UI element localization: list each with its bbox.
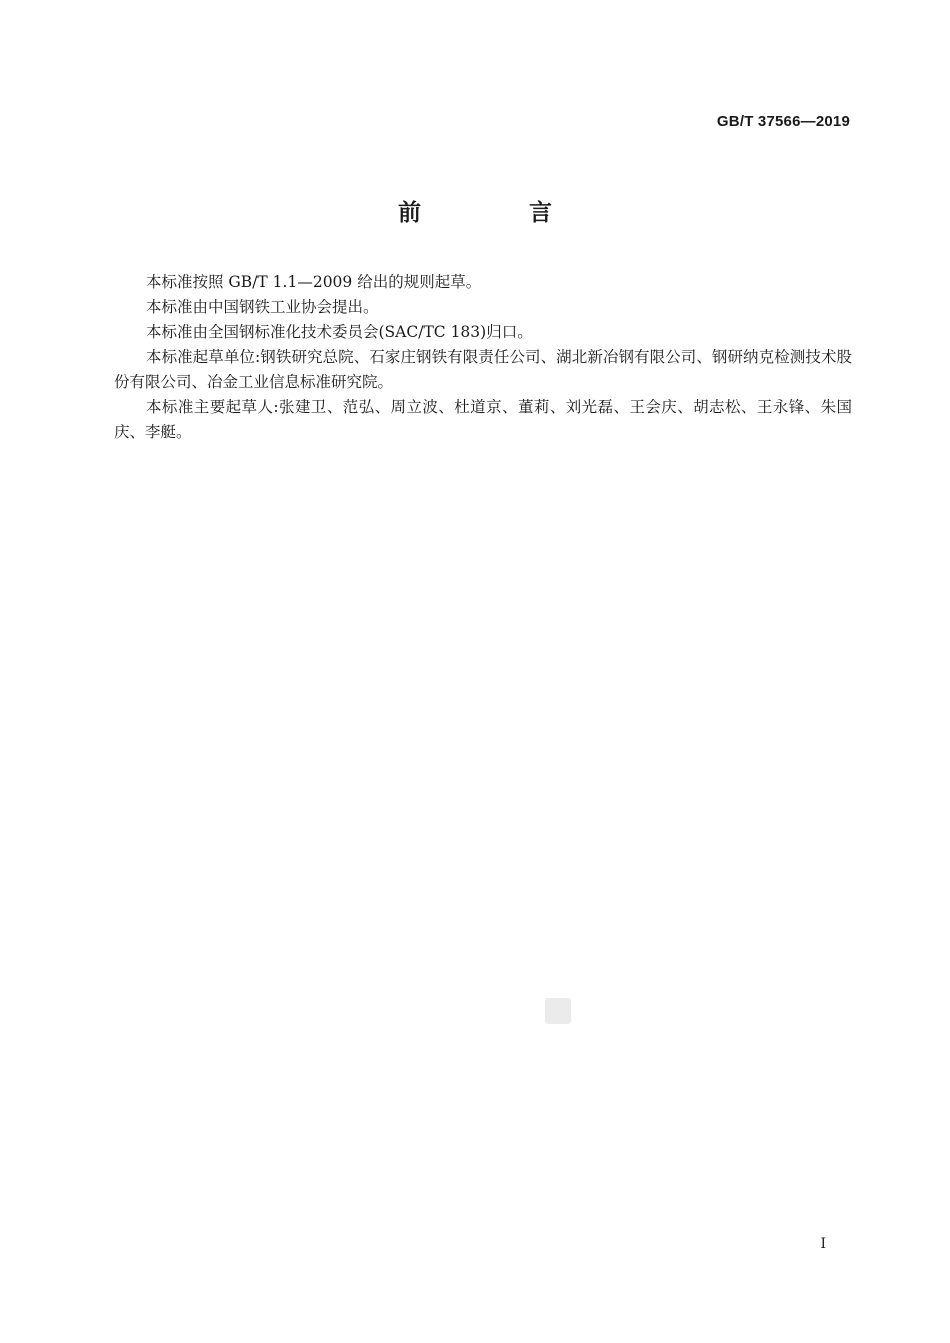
scan-mark	[545, 998, 571, 1024]
standard-number: GB/T 37566—2019	[716, 113, 850, 130]
paragraph-proposer: 本标准由中国钢铁工业协会提出。	[146, 298, 379, 316]
paragraph-technical-committee: 本标准由全国钢标准化技术委员会(SAC/TC 183)归口。	[146, 323, 533, 341]
page-title: 前 言	[397, 200, 602, 226]
foreword-body	[114, 270, 852, 445]
page-number: I	[820, 1236, 826, 1252]
paragraph-drafting-units: 本标准起草单位:钢铁研究总院、石家庄钢铁有限责任公司、湖北新冶钢有限公司、钢研纳克检测技术股份有限公司、冶金工业信息标准研究院。	[114, 348, 852, 391]
paragraph-drafters: 本标准主要起草人:张建卫、范弘、周立波、杜道京、董莉、刘光磊、王会庆、胡志松、王永锋、朱国庆、李艇。	[114, 398, 852, 441]
paragraph-drafting-rules: 本标准按照 GB/T 1.1—2009 给出的规则起草。	[146, 273, 482, 291]
